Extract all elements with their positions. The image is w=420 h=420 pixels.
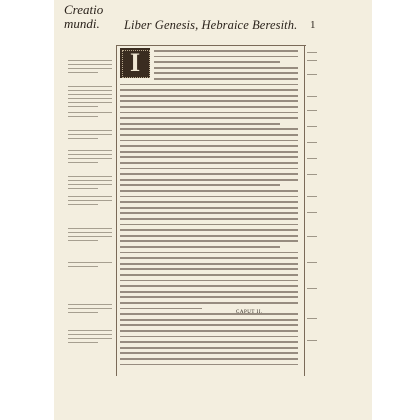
- text-line: [120, 263, 298, 265]
- running-head: [64, 3, 118, 31]
- text-line: [120, 302, 298, 304]
- margin-gloss-line: [68, 180, 112, 181]
- margin-gloss-line: [68, 106, 98, 107]
- margin-gloss-line: [68, 86, 112, 87]
- text-line: [120, 207, 298, 209]
- margin-gloss-line: [68, 338, 112, 339]
- page-number: 1: [310, 19, 316, 31]
- text-line: [120, 352, 298, 354]
- margin-gloss-line: [68, 72, 98, 73]
- margin-gloss-line: [68, 154, 112, 155]
- text-line: [120, 134, 298, 136]
- text-line: [120, 106, 298, 108]
- margin-gloss-line: [68, 334, 112, 335]
- margin-gloss-line: [68, 102, 112, 103]
- text-line: [120, 235, 298, 237]
- margin-gloss-line: [68, 342, 98, 343]
- text-line: [154, 78, 298, 80]
- text-line: [120, 252, 298, 254]
- margin-gloss-line: [68, 200, 112, 201]
- margin-reference: [307, 262, 317, 263]
- text-line: [120, 358, 298, 360]
- text-line: [120, 156, 298, 158]
- margin-gloss-line: [68, 232, 112, 233]
- text-line: [120, 84, 298, 86]
- text-line: [154, 61, 280, 63]
- margin-reference: [307, 158, 317, 159]
- margin-gloss-line: [68, 240, 98, 241]
- text-line: [120, 89, 298, 91]
- margin-gloss-line: [68, 188, 98, 189]
- margin-reference: [307, 74, 317, 75]
- text-line: [120, 319, 298, 321]
- margin-gloss-line: [68, 94, 112, 95]
- text-line: [120, 336, 298, 338]
- text-line: [120, 179, 298, 181]
- text-line: [120, 218, 298, 220]
- margin-gloss-line: [68, 138, 98, 139]
- margin-gloss-line: [68, 262, 112, 263]
- text-line: [154, 67, 298, 69]
- margin-gloss-line: [68, 116, 98, 117]
- text-line: [120, 128, 298, 130]
- text-line: [120, 190, 298, 192]
- margin-gloss-line: [68, 64, 112, 65]
- text-line: [120, 229, 298, 231]
- text-line: [120, 173, 298, 175]
- margin-gloss-line: [68, 68, 112, 69]
- running-head-line2: mundi.: [64, 16, 100, 31]
- text-line: [154, 50, 298, 52]
- text-line: [154, 56, 298, 58]
- text-line: [120, 257, 298, 259]
- text-line: [120, 268, 298, 270]
- margin-reference: [307, 174, 317, 175]
- text-line: [120, 140, 298, 142]
- text-line: [120, 347, 298, 349]
- text-line: [120, 330, 298, 332]
- text-line: [120, 296, 298, 298]
- margin-reference: [307, 196, 317, 197]
- text-line: [120, 364, 298, 366]
- margin-reference: [307, 212, 317, 213]
- text-line: [120, 324, 298, 326]
- text-line: [120, 212, 298, 214]
- margin-gloss-line: [68, 150, 112, 151]
- margin-reference: [307, 60, 317, 61]
- text-line: [120, 145, 298, 147]
- text-line: [120, 240, 298, 242]
- margin-reference: [307, 96, 317, 97]
- page-header: [64, 3, 364, 45]
- text-column-frame-right: [304, 46, 305, 376]
- margin-gloss-line: [68, 98, 112, 99]
- text-line: [120, 162, 298, 164]
- margin-reference: [307, 318, 317, 319]
- body-text: [120, 48, 300, 376]
- text-line: [120, 184, 280, 186]
- text-line: [120, 313, 298, 315]
- margin-gloss-line: [68, 112, 112, 113]
- margin-gloss-line: [68, 330, 112, 331]
- text-line: [120, 95, 298, 97]
- margin-gloss-line: [68, 184, 112, 185]
- margin-reference: [307, 52, 317, 53]
- text-line: [120, 112, 298, 114]
- text-line: [120, 246, 280, 248]
- margin-gloss-line: [68, 204, 98, 205]
- decorated-initial: I: [120, 48, 150, 78]
- margin-gloss-line: [68, 196, 112, 197]
- margin-gloss-line: [68, 162, 98, 163]
- margin-gloss-line: [68, 266, 98, 267]
- margin-gloss-line: [68, 130, 112, 131]
- margin-gloss-line: [68, 236, 112, 237]
- text-line: [120, 280, 298, 282]
- text-line: [120, 151, 298, 153]
- margin-reference: [307, 288, 317, 289]
- text-line: [120, 117, 298, 119]
- margin-gloss-line: [68, 60, 112, 61]
- margin-reference: [307, 126, 317, 127]
- margin-gloss-line: [68, 308, 112, 309]
- text-line: [120, 100, 298, 102]
- margin-gloss-line: [68, 176, 112, 177]
- margin-reference: [307, 110, 317, 111]
- text-line: [120, 341, 298, 343]
- page-title: Liber Genesis, Hebraice Beresith.: [124, 18, 298, 32]
- margin-reference: [307, 236, 317, 237]
- margin-gloss-line: [68, 158, 112, 159]
- text-line: [120, 123, 280, 125]
- margin-reference: [307, 142, 317, 143]
- text-line: [120, 201, 298, 203]
- text-line: [120, 308, 202, 310]
- text-line: [120, 196, 298, 198]
- text-line: [120, 285, 298, 287]
- text-line: [120, 291, 298, 293]
- margin-gloss-line: [68, 134, 112, 135]
- margin-gloss-line: [68, 304, 112, 305]
- margin-reference: [307, 340, 317, 341]
- margin-gloss-line: [68, 228, 112, 229]
- text-line: [120, 224, 298, 226]
- margin-gloss-line: [68, 312, 98, 313]
- running-head-line1: Creatio: [64, 2, 104, 17]
- text-line: [120, 168, 298, 170]
- text-line: [120, 274, 298, 276]
- text-line: [154, 72, 298, 74]
- chapter-heading: CAPUT II.: [236, 310, 263, 315]
- margin-gloss-line: [68, 90, 112, 91]
